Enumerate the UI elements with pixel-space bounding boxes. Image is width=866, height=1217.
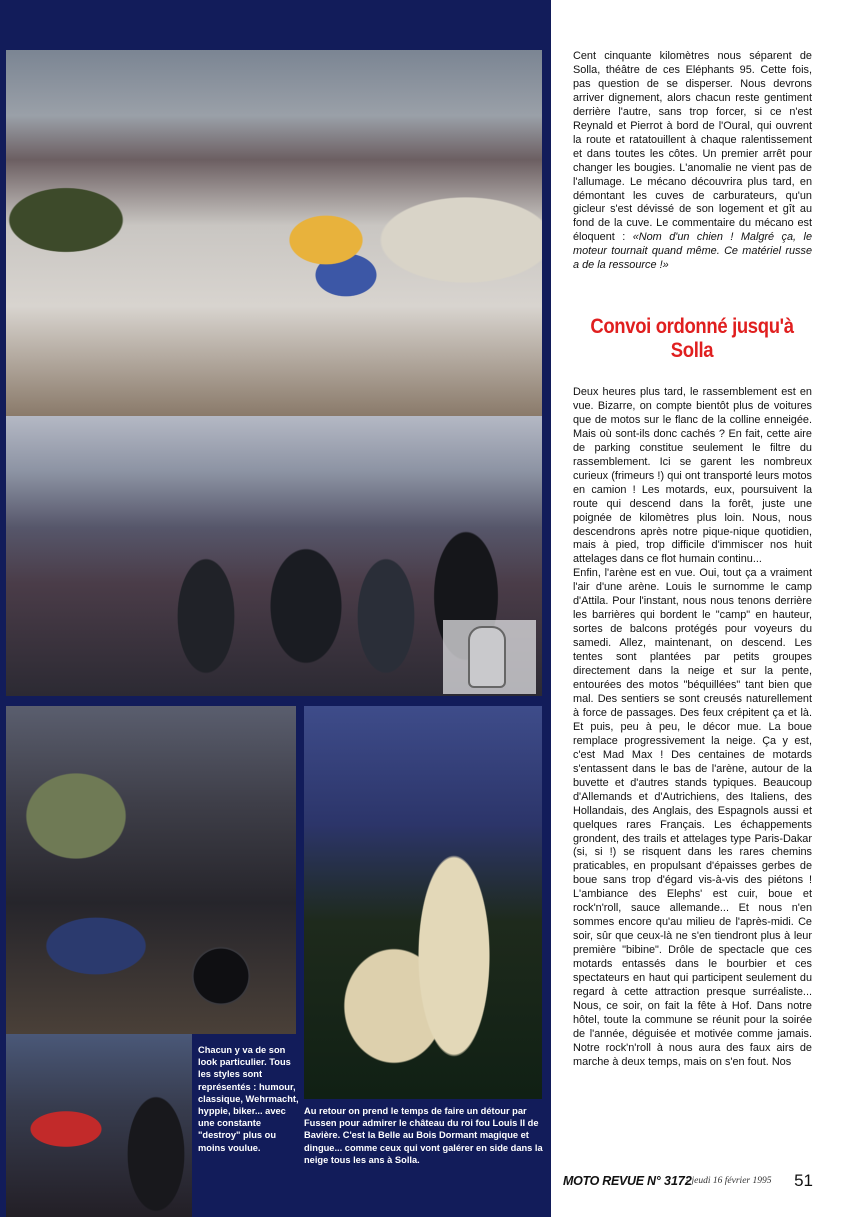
issue-date: - jeudi 16 février 1995 (686, 1176, 772, 1186)
magazine-name: MOTO REVUE N° (563, 1174, 661, 1188)
page-number: 51 (794, 1171, 813, 1190)
stamp-face-icon (468, 626, 506, 688)
photo-biker (6, 1034, 192, 1217)
mechanic-quote: «Nom d'un chien ! Malgré ça, le moteur tournait quand même. Ce matériel russe a de la ressource !» (573, 231, 812, 272)
page-footer (563, 1172, 813, 1192)
article-intro (573, 50, 812, 273)
photo-snow-camp (6, 50, 542, 416)
caption-styles: Chacun y va de son look particulier. Tous les styles sont représentés : humour, classique, Wehrmacht, hyppie, biker... avec une constante "destroy" plus ou moins voulue. (198, 1045, 299, 1153)
article-body (573, 386, 812, 1070)
section-headline: Convoi ordonné jusqu'à Solla (590, 314, 794, 362)
watermark-stamp (443, 620, 536, 694)
paragraph-intro-text: Cent cinquante kilomètres nous séparent de Solla, théâtre de ces Eléphants 95. Cette fois, pas question de se disperser. Nous devrons arriver dignement, alors chacun reste gentiment derrière l'autre, sans trop forcer, si ce n'est Reynald et Pierrot à bord de l'Oural, qui ouvrent la route et ratatouillent à chaque ralentissement et dans toutes les côtes. Un premier arrêt pour changer les bougies. L'anomalie ne vient pas de l'allumage. Le mécano découvrira plus tard, en démontant les cuves de carburateurs, qu'un gicleur s'est dévissé de son logement et gît au fond de la cuve. Le commentaire du mécano est éloquent : (573, 50, 812, 244)
paragraph-arena: Enfin, l'arène est en vue. Oui, tout ça a vraiment l'air d'une arène. Louis le surnomme le camp d'Attila. Pour l'instant, nous nous tenons derrière les barrières qui bordent le "camp" en hauteur, sortes de balcons protégés pour voyeurs du samedi. Allez, maintenant, on descend. Les tentes sont plantées par petits groupes directement dans la neige et sur la pente, entourées des motos "béquillées" tant bien que mal. Des sentiers se sont creusés naturellement à force de passages. Des feux crépitent ça et là. Et puis, peu à peu, le décor mue. La boue remplace progressivement la neige. Ça y est, c'est Mad Max ! Des centaines de motards s'entassent dans le bas de l'arène, autour de la buvette et d'autres stands typiques. Beaucoup d'Allemands et d'Autrichiens, des Italiens, des Hollandais, des Anglais, des Espagnols aussi et quelques rares Français. Les échappements grondent, des trails et attelages type Paris-Dakar (si, si !) se risquent dans les rares chemins praticables, en propulsant d'épaisses gerbes de boue sans trop d'égard vis-à-vis des piétons ! L'ambiance des Elephs' est cuir, boue et rock'n'roll, sauce allemande... Et nous n'en sommes encore qu'au milieu de l'après-midi. Ce soir, sûr que ceux-là ne s'en tiendront plus à leur première "bibine". Drôle de spectacle que ces motards entassés dans le bourbier et ces spectateurs en haut qui participent seulement du regard à cette attraction presque surréaliste... Nous, ce soir, on fait la fête à Hof. Dans notre hôtel, toute la commune se réunit pour la soirée de l'année, déguisée et motivée comme jamais. Notre rock'n'roll à nous aura des faux airs de marche à deux temps, mais on s'en fout. Nos (573, 567, 812, 1068)
issue-number: 3172 (664, 1174, 692, 1188)
photo-castle (304, 706, 542, 1099)
paragraph-intro (573, 50, 812, 273)
paragraph-arrival: Deux heures plus tard, le rassemblement est en vue. Bizarre, on compte bientôt plus de voitures que de motos sur le flanc de la colline enneigée. Mais où sont-ils donc cachés ? En fait, cette aire de parking constitue seulement le filtre du rassemblement. Ici se garent les nombreux curieux (frimeurs !) qui ont transporté leurs motos en camion ! Les motards, eux, poursuivent la route qui descend dans la forêt, juste une poignée de kilomètres plus loin. Nous, nous descendrons après notre pique-nique quotidien, mais à pied, trop difficile d'immiscer nos huit attelages dans ce flot humain continu... (573, 386, 812, 566)
photo-motorcycle (6, 706, 296, 1034)
caption-castle: Au retour on prend le temps de faire un détour par Fussen pour admirer le château du roi fou Louis II de Bavière. C'est la Belle au Bois Dormant magique et dingue... comme ceux qui vont galérer en side dans la neige tous les ans à Solla. (304, 1106, 543, 1165)
